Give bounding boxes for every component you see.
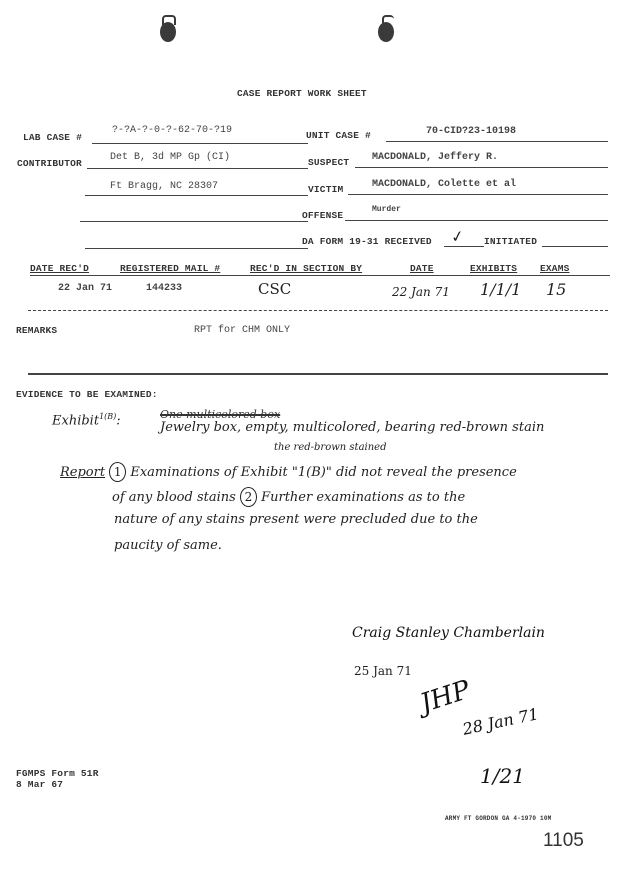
punch-hole-left [160, 22, 176, 42]
page-number: 1105 [543, 830, 584, 851]
signature-date: 25 Jan 71 [354, 664, 412, 678]
report-line-1 [60, 462, 517, 482]
contributor-line-4 [85, 248, 308, 249]
printer-note: ARMY FT GORDON GA 4-1970 10M [445, 815, 552, 822]
remarks-line [28, 373, 608, 375]
report-label: Report [60, 465, 106, 480]
initiated-line [542, 246, 608, 247]
cell-exams: 15 [546, 280, 567, 299]
unit-case-line [386, 141, 608, 142]
report-line-3: nature of any stains present were precluded due to the [114, 512, 478, 527]
contributor-line-2 [85, 195, 308, 196]
header-recd-in-section-by: REC'D IN SECTION BY [250, 263, 363, 274]
report-line-2 [112, 487, 465, 507]
contributor-label: CONTRIBUTOR [17, 158, 82, 169]
report-line-2a-text: of any blood stains [112, 490, 236, 505]
suspect-value: MACDONALD, Jeffery R. [372, 152, 499, 163]
remarks-value: RPT for CHM ONLY [194, 325, 291, 336]
suspect-label: SUSPECT [308, 157, 350, 168]
offense-value: Murder [372, 205, 401, 214]
report-line-1-text: Examinations of Exhibit "1(B)" did not reveal the presence [130, 465, 517, 480]
handwritten-mark: 1/21 [480, 764, 525, 788]
cell-exhibits: 1/1/1 [480, 280, 522, 299]
examiner-signature: Craig Stanley Chamberlain [352, 625, 545, 641]
lab-case-label: LAB CASE # [23, 132, 83, 143]
contributor-value-line1: Det B, 3d MP Gp (CI) [110, 152, 231, 163]
received-checkmark: ✓ [450, 227, 465, 249]
unit-case-value: 70-CID?23-10198 [426, 126, 517, 137]
report-insert-above: the red-brown stained [274, 442, 387, 453]
header-registered-mail: REGISTERED MAIL # [120, 263, 221, 274]
exhibit-description: Jewelry box, empty, multicolored, bearing red-brown stain [160, 420, 545, 435]
evidence-label: EVIDENCE TO BE EXAMINED: [16, 389, 158, 400]
da-form-received-label: DA FORM 19-31 RECEIVED [302, 236, 432, 247]
exhibit-label-text: Exhibit [52, 413, 100, 429]
victim-label: VICTIM [308, 184, 344, 195]
contributor-line-1 [87, 168, 308, 169]
header-date-recd: DATE REC'D [30, 263, 90, 274]
initiated-label: INITIATED [484, 236, 538, 247]
lab-case-line [92, 143, 308, 144]
header-exhibits: EXHIBITS [470, 263, 518, 274]
unit-case-label: UNIT CASE # [306, 130, 371, 141]
report-item-1-marker: 1 [109, 462, 126, 482]
report-line-2b-text: Further examinations as to the [261, 490, 466, 505]
table-header-line [30, 275, 610, 276]
header-exams: EXAMS [540, 263, 570, 274]
offense-line [345, 220, 608, 221]
reviewer-initials-date: 28 Jan 71 [460, 704, 541, 739]
reviewer-initials: JHP [416, 674, 474, 720]
punch-hole-right [378, 22, 394, 42]
page-title: CASE REPORT WORK SHEET [237, 88, 367, 99]
table-row-line [28, 310, 608, 311]
suspect-line [355, 167, 608, 168]
cell-recd-by: CSC [258, 280, 292, 298]
cell-date-recd: 22 Jan 71 [58, 283, 113, 294]
remarks-label: REMARKS [16, 325, 58, 336]
report-item-2-marker: 2 [240, 487, 257, 507]
cell-registered-mail: 144233 [146, 283, 183, 294]
header-date: DATE [410, 263, 434, 274]
form-date: 8 Mar 67 [16, 779, 64, 790]
victim-line [348, 194, 608, 195]
lab-case-value: ?-?A-?-0-?-62-70-?19 [112, 125, 233, 136]
contributor-value-line2: Ft Bragg, NC 28307 [110, 181, 219, 192]
exhibit-struck-text: One multicolored box [160, 408, 281, 421]
exhibit-number: 1(B) [99, 412, 117, 421]
exhibit-label: Exhibit$^{1(B)}$: [52, 412, 121, 429]
report-line-4: paucity of same. [114, 538, 222, 553]
form-id: FGMPS Form 51R [16, 768, 99, 779]
received-line [444, 246, 484, 247]
cell-date: 22 Jan 71 [392, 285, 450, 299]
offense-label: OFFENSE [302, 210, 344, 221]
contributor-line-3 [80, 221, 308, 222]
victim-value: MACDONALD, Colette et al [372, 179, 517, 190]
